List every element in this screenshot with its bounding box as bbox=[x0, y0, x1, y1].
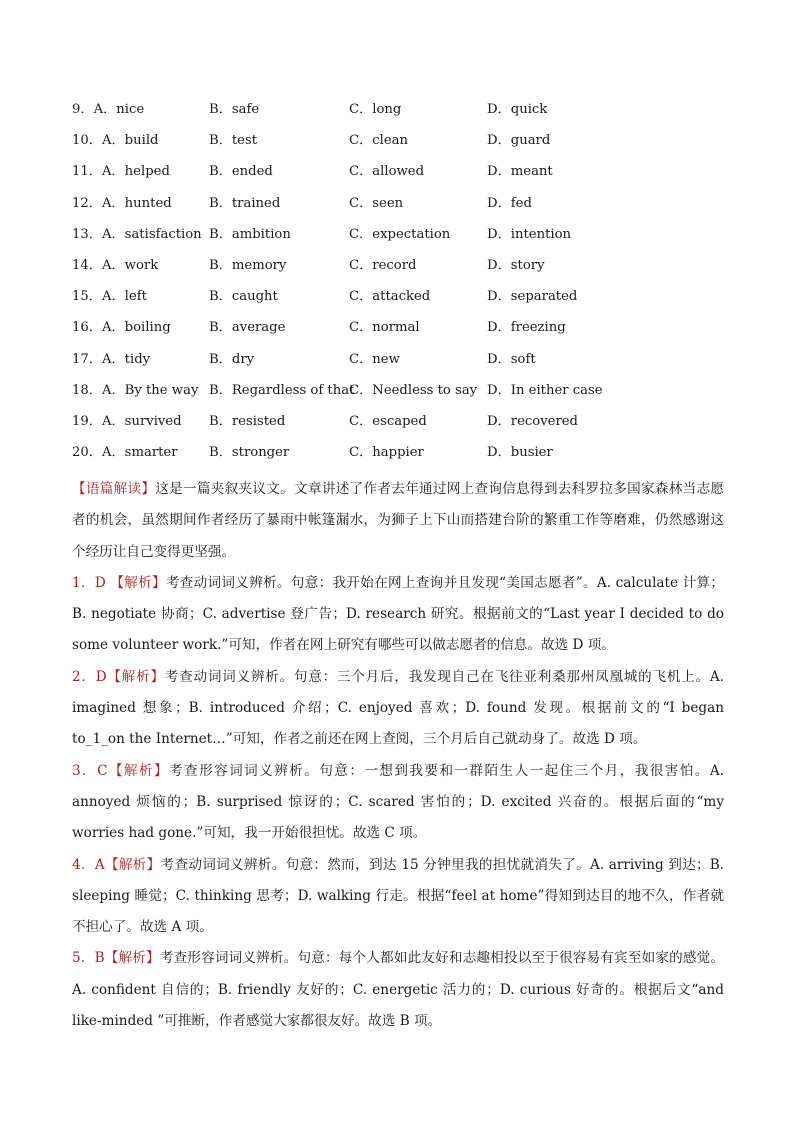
option-d: D．fed bbox=[487, 195, 532, 211]
analysis-tag: 【解析】 bbox=[104, 856, 161, 873]
explanation-text: 考查动词词义辨析。句意：三个月后，我发现自己在飞往亚利桑那州凤凰城的飞机上。A. imagined 想象；B. introduced 介绍；C. enjoyed 喜欢；D. found 发现。根据前文的“I began to_1_on the Internet…”可知，作者之前还在网上查阅，三个月后自己就动身了。故选 D 项。 bbox=[72, 668, 725, 748]
question-number: 18． bbox=[72, 382, 102, 398]
explanation-text: 考查形容词词义辨析。句意：每个人都如此友好和志趣相投以至于很容易有宾至如家的感觉。A. confident 自信的；B. friendly 友好的；C. energetic 活力的；D. curious 好奇的。根据后文“and like-minded ”可推断，作者感觉大家都很友好。故选 B 项。 bbox=[72, 950, 725, 1030]
question-number-and-option-a bbox=[72, 412, 182, 432]
explanation-item bbox=[72, 662, 724, 756]
answer-number: 5．B bbox=[72, 950, 105, 967]
option-b: B．dry bbox=[209, 351, 255, 367]
option-a: A．build bbox=[101, 133, 159, 149]
analysis-tag: 【解析】 bbox=[107, 762, 170, 779]
explanation-text: 考查动词词义辨析。句意：我开始在网上查询并且发现“美国志愿者”。A. calculate 计算；B. negotiate 协商；C. advertise 登广告；D. research 研究。根据前文的“Last year I decided to do some volunteer work.”可知，作者在网上研究有哪些可以做志愿者的信息。故选 D 项。 bbox=[72, 574, 725, 654]
question-number-and-option-a bbox=[72, 131, 159, 151]
question-number: 15． bbox=[72, 289, 102, 305]
option-c: C．normal bbox=[349, 320, 420, 336]
option-b: B．caught bbox=[209, 289, 278, 305]
question-number: 12． bbox=[72, 195, 102, 211]
question-number-and-option-a bbox=[72, 318, 171, 338]
question-number: 14． bbox=[72, 257, 102, 273]
option-c: C．clean bbox=[349, 133, 409, 149]
option-row bbox=[72, 256, 732, 287]
option-d: D．busier bbox=[487, 445, 553, 461]
option-c: C．seen bbox=[349, 195, 404, 211]
option-row bbox=[72, 225, 732, 256]
question-number-and-option-a bbox=[72, 381, 198, 401]
analysis-tag: 【解析】 bbox=[110, 574, 166, 591]
analysis-tag: 【解析】 bbox=[106, 668, 165, 685]
explanation-text: 考查形容词词义辨析。句意：一想到我要和一群陌生人一起住三个月，我很害怕。A. annoyed 烦恼的；B. surprised 惊讶的；C. scared 害怕的；D. excited 兴奋的。根据后面的“my worries had gone.”可知，我一开始很担忧。故选 C 项。 bbox=[72, 762, 725, 842]
option-b: B．Regardless of that bbox=[209, 382, 355, 398]
question-number-and-option-a bbox=[72, 443, 178, 463]
explanation-item bbox=[72, 568, 724, 662]
option-c: C．attacked bbox=[349, 289, 431, 305]
option-c: C．Needless to say bbox=[349, 382, 478, 398]
option-c: C．new bbox=[349, 351, 400, 367]
option-d: D．meant bbox=[487, 164, 553, 180]
option-b: B．ended bbox=[209, 164, 273, 180]
option-a: A．tidy bbox=[101, 351, 151, 367]
option-c: C．record bbox=[349, 257, 417, 273]
analysis-tag: 【解析】 bbox=[104, 950, 160, 967]
option-a: A．By the way bbox=[101, 382, 199, 398]
question-number-and-option-a bbox=[72, 350, 150, 370]
question-number: 17． bbox=[72, 351, 102, 367]
question-number: 13． bbox=[72, 226, 102, 242]
explanation-item bbox=[72, 756, 724, 850]
summary-tag: 【语篇解读】 bbox=[72, 481, 156, 497]
option-row bbox=[72, 412, 732, 443]
option-c: C．allowed bbox=[349, 164, 425, 180]
option-a: A．work bbox=[101, 257, 159, 273]
question-number: 16． bbox=[72, 320, 102, 336]
question-number: 11． bbox=[72, 164, 102, 180]
option-d: D．guard bbox=[487, 133, 551, 149]
option-d: D．story bbox=[487, 257, 545, 273]
question-number: 9． bbox=[72, 102, 94, 117]
option-c: C．escaped bbox=[349, 413, 427, 429]
option-b: B．trained bbox=[209, 195, 281, 211]
question-number: 20． bbox=[72, 445, 102, 461]
option-b: B．test bbox=[209, 133, 258, 149]
option-d: D．quick bbox=[487, 102, 548, 117]
explanation-item bbox=[72, 943, 724, 1037]
option-a: A．survived bbox=[101, 413, 182, 429]
option-c: C．long bbox=[349, 102, 402, 117]
option-d: D．separated bbox=[487, 289, 578, 305]
option-c: C．happier bbox=[349, 445, 424, 461]
explanation-text: 考查动词词义辨析。句意：然而，到达 15 分钟里我的担忧就消失了。A. arriving 到达；B. sleeping 睡觉；C. thinking 思考；D. walking 行走。根据“feel at home”得知到达目的地不久，作者就不担心了。故选 A 项。 bbox=[72, 856, 725, 936]
option-row bbox=[72, 131, 732, 162]
question-number-and-option-a bbox=[72, 225, 202, 245]
explanations-list bbox=[72, 568, 724, 1037]
question-number-and-option-a bbox=[72, 287, 147, 307]
option-b: B．average bbox=[209, 320, 286, 336]
option-b: B．stronger bbox=[209, 445, 290, 461]
answer-number: 4．A bbox=[72, 856, 105, 873]
option-row bbox=[72, 287, 732, 318]
answer-number: 3．C bbox=[72, 762, 108, 779]
option-row bbox=[72, 381, 732, 412]
option-b: B．ambition bbox=[209, 226, 291, 242]
answer-number: 2．D bbox=[72, 668, 107, 685]
summary-text: 这是一篇夹叙夹议文。文章讲述了作者去年通过网上查询信息得到去科罗拉多国家森林当志愿者的机会，虽然期间作者经历了暴雨中帐篷漏水，为狮子上下山而搭建台阶的繁重工作等磨难，仍然感谢这个经历让自己变得更坚强。 bbox=[72, 481, 725, 560]
answer-number: 1．D bbox=[72, 574, 111, 591]
answer-options-list bbox=[72, 100, 732, 474]
option-row bbox=[72, 194, 732, 225]
option-a: A．smarter bbox=[101, 445, 178, 461]
option-d: D．freezing bbox=[487, 320, 566, 336]
question-number-and-option-a bbox=[72, 194, 172, 214]
option-a: A．left bbox=[101, 289, 147, 305]
option-a: A．helped bbox=[101, 164, 170, 180]
question-number-and-option-a bbox=[72, 100, 144, 120]
option-row bbox=[72, 350, 732, 381]
analysis-section bbox=[72, 474, 724, 1037]
option-a: A．hunted bbox=[101, 195, 172, 211]
option-a: A．nice bbox=[93, 102, 145, 117]
option-b: B．memory bbox=[209, 257, 287, 273]
option-a: A．satisfaction bbox=[101, 226, 202, 242]
option-c: C．expectation bbox=[349, 226, 451, 242]
option-d: D．In either case bbox=[487, 382, 603, 398]
option-a: A．boiling bbox=[101, 320, 171, 336]
option-b: B．resisted bbox=[209, 413, 286, 429]
option-d: D．soft bbox=[487, 351, 536, 367]
option-d: D．recovered bbox=[487, 413, 578, 429]
question-number-and-option-a bbox=[72, 162, 170, 182]
option-d: D．intention bbox=[487, 226, 572, 242]
passage-summary bbox=[72, 474, 724, 568]
explanation-item bbox=[72, 850, 724, 944]
option-row bbox=[72, 162, 732, 193]
question-number-and-option-a bbox=[72, 256, 158, 276]
option-row bbox=[72, 100, 732, 131]
option-row bbox=[72, 443, 732, 474]
question-number: 19． bbox=[72, 413, 102, 429]
option-row bbox=[72, 318, 732, 349]
question-number: 10． bbox=[72, 133, 102, 149]
option-b: B．safe bbox=[209, 102, 260, 117]
